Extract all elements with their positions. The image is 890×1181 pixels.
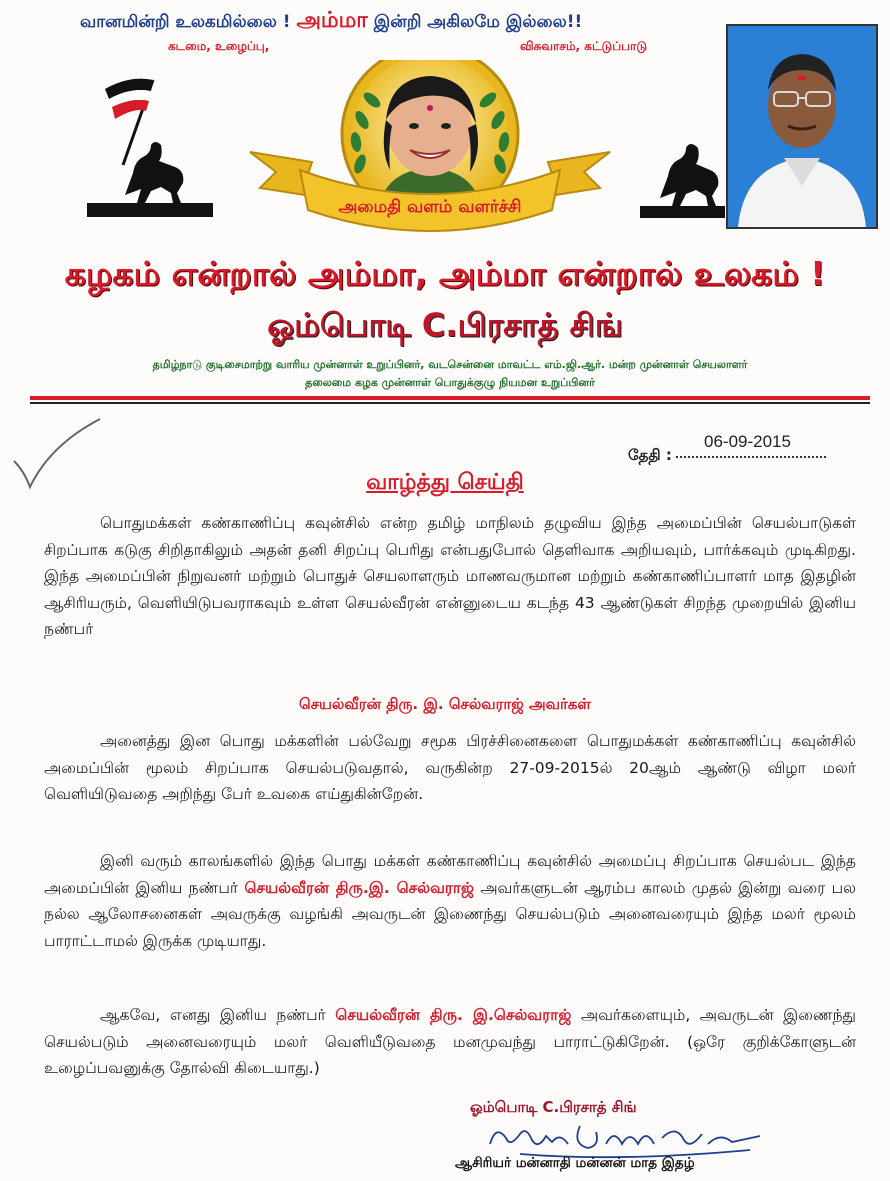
date-value: 06-09-2015 — [704, 432, 791, 451]
slogan-amma: அம்மா — [296, 8, 368, 33]
sender-credential-1: தமிழ்நாடு குடிசைமாற்று வாரிய முன்னாள் உறுப்பினர், வடசென்னை மாவட்ட எம்.ஜி.ஆர். மன்ற முன்னாள் செயலாளர் — [152, 358, 748, 371]
date-label: தேதி : — [628, 446, 672, 464]
slogan-part-2: இன்றி அகிலமே இல்லை!! — [373, 12, 583, 32]
signatory-name: ஓம்பொடி C.பிரசாத் சிங் — [470, 1098, 637, 1116]
top-slogan — [80, 8, 780, 36]
horse-statue-icon — [640, 120, 725, 220]
paragraph-3-honoree: செயல்வீரன் திரு.இ. செல்வராஜ் — [244, 878, 474, 897]
paragraph-2: அனைத்து இன பொது மக்களின் பல்வேறு சமூக பிரச்சினைகளை பொதுமக்கள் கண்காணிப்பு கவுன்சில் அமைப்பின் மூலம் சிறப்பாக செயல்படுவதால், வருகின்ற 27-09-2015ல் 20ஆம் ஆண்டு விழா மலர் வெளியிடுவதை அறிந்து பேர் உவகை எய்துகின்றேன். — [44, 732, 856, 803]
date-dotted-line — [676, 456, 826, 458]
slogan-part-1: வானமின்றி உலகமில்லை ! — [80, 12, 291, 32]
party-emblem — [240, 60, 620, 240]
sender-name: ஓம்பொடி C.பிரசாத் சிங் — [267, 306, 623, 344]
paragraph-4-text-b: அவர்களையும், அவருடன் இணைந்து செயல்படும் அனைவரையும் மலர் வெளியீடுவதை மனமுவந்து பாராட்டுகிறேன். (ஒரே குறிக்கோளுடன் உழைப்பவனுக்கு தோல்வி கிடையாது.) — [44, 1006, 857, 1077]
party-flag-icon — [105, 79, 153, 165]
divider-black — [30, 402, 870, 404]
divider-red — [30, 396, 870, 400]
emblem-motto: அமைதி வளம் வளர்ச்சி — [338, 197, 522, 217]
portrait-illustration — [380, 76, 480, 202]
horse-statue-icon — [85, 75, 215, 220]
signatory-title: ஆசிரியர் மன்னாதி மன்னன் மாத இதழ் — [455, 1155, 695, 1171]
paragraph-3-text-a: இனி வரும் காலங்களில் இந்த பொது மக்கள் கண்காணிப்பு கவுன்சில் அமைப்பு சிறப்பாக செயல்பட இந்த அமைப்பின் இனிய நண்பர் — [44, 852, 856, 897]
paragraph-4-honoree: செயல்வீரன் திரு. இ.செல்வராஜ் — [335, 1006, 572, 1024]
paragraph-3-text-b: அவர்களுடன் ஆரம்ப காலம் முதல் இன்று வரை பல நல்ல ஆலோசனைகள் அவருக்கு வழங்கி அவருடன் இணைந்து செயல்படும் அனைவரையும் இந்த மலர் மூலம் பாராட்டாமல் இருக்க முடியாது. — [44, 878, 856, 950]
paragraph-4-text-a: ஆகவே, எனது இனிய நண்பர் — [100, 1006, 326, 1024]
values-right: விசுவாசம், கட்டுப்பாடு — [520, 39, 648, 53]
headline-slogan: கழகம் என்றால் அம்மா, அம்மா என்றால் உலகம் ! — [64, 254, 826, 293]
sender-photo — [726, 24, 878, 229]
letter-title: வாழ்த்து செய்தி — [366, 470, 524, 495]
honoree-name: செயல்வீரன் திரு. இ. செல்வராஜ் அவர்கள் — [299, 695, 591, 713]
paragraph-3 — [44, 848, 856, 954]
values-left: கடமை, உழைப்பு, — [168, 39, 270, 53]
paragraph-4 — [44, 1002, 856, 1082]
sender-credential-2: தலைமை கழக முன்னாள் பொதுக்குழு நியமன உறுப்பினர் — [305, 376, 595, 389]
paragraph-1: பொதுமக்கள் கண்காணிப்பு கவுன்சில் என்ற தமிழ் மாநிலம் தழுவிய இந்த அமைப்பின் செயல்பாடுகள் சிறப்பாக கடுகு சிறிதாகிலும் அதன் தனி சிறப்பு பெரிது என்பதுபோல் தெளிவாக அறியவும், பார்க்கவும் முடிகிறது. இந்த அமைப்பின் நிறுவனர் மற்றும் பொதுச் செயலாளரும் மாணவருமான மற்றும் கண்காணிப்பாளர் மாத இதழின் ஆசிரியரும், வெளியிடுபவராகவும் உள்ள செயல்வீரன் என்னுடைய கடந்த 43 ஆண்டுகள் சிறந்த முறையில் இனிய நண்பர் — [44, 514, 856, 638]
